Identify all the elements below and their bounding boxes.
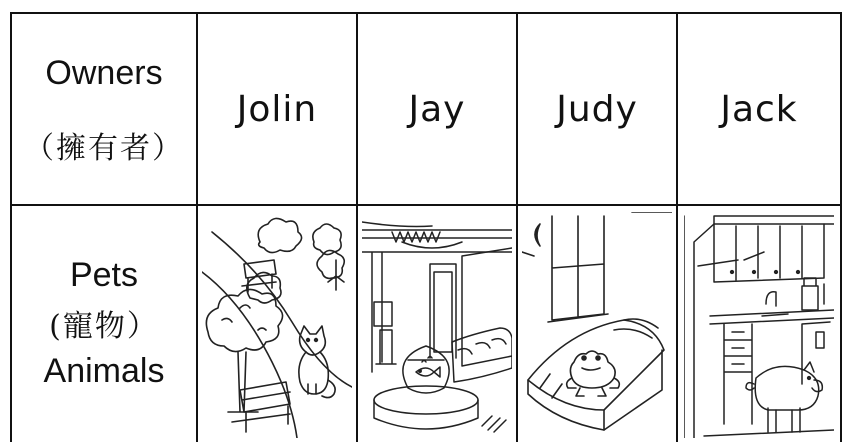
pets-label: Pets — [69, 256, 139, 295]
owner-name: Jolin — [236, 88, 318, 130]
pets-label-chinese: (寵物） — [49, 309, 159, 344]
owners-header-cell — [12, 14, 196, 204]
frog-in-bedroom-icon — [522, 212, 672, 438]
owner-cell-jack — [678, 14, 840, 204]
owner-name: Judy — [556, 88, 638, 130]
table-border-right — [840, 12, 842, 442]
animals-label: Animals — [43, 352, 165, 390]
owner-cell-judy — [518, 14, 676, 204]
cat-in-park-icon — [202, 212, 352, 438]
pets-header-cell — [12, 206, 196, 442]
owner-name: Jay — [408, 88, 466, 130]
owner-cell-jay — [358, 14, 516, 204]
owner-cell-jolin — [198, 14, 356, 204]
owners-label: Owners — [45, 54, 163, 93]
pig-in-kitchen-icon — [684, 212, 834, 438]
owners-label-chinese: （擁有者） — [24, 130, 184, 166]
fish-in-living-room-icon — [362, 212, 512, 438]
owner-name: Jack — [720, 88, 798, 130]
